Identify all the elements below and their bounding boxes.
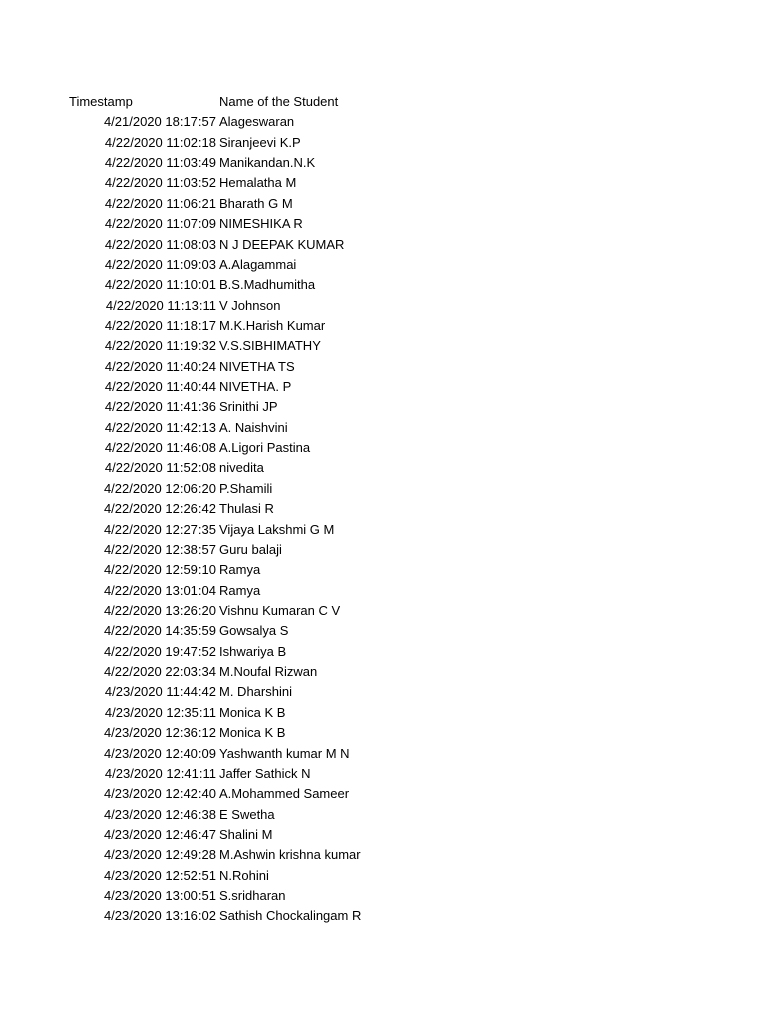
timestamp-cell: 4/22/2020 11:18:17 [104, 317, 216, 333]
timestamp-cell: 4/22/2020 11:40:24 [104, 358, 216, 374]
timestamp-cell: 4/23/2020 12:42:40 [103, 786, 216, 802]
table-row [0, 906, 768, 926]
table-row [0, 275, 768, 295]
timestamp-cell: 4/23/2020 13:16:02 [103, 908, 216, 924]
table-row [0, 540, 768, 560]
timestamp-cell: 4/22/2020 22:03:34 [103, 664, 216, 680]
table-row [0, 479, 768, 499]
table-row [0, 886, 768, 906]
timestamp-cell: 4/22/2020 11:10:01 [104, 277, 216, 293]
student-name-cell: Ramya [219, 582, 261, 598]
student-name-cell: NIVETHA. P [219, 379, 292, 395]
timestamp-cell: 4/22/2020 11:03:52 [104, 175, 216, 191]
data-rows [0, 112, 768, 926]
timestamp-cell: 4/23/2020 12:52:51 [103, 867, 216, 883]
student-name-cell: nivedita [219, 460, 264, 476]
student-name-cell: A.Mohammed Sameer [219, 786, 350, 802]
student-name-cell: N.Rohini [219, 867, 269, 883]
timestamp-cell: 4/22/2020 12:38:57 [103, 541, 216, 557]
table-row [0, 194, 768, 214]
table-row [0, 438, 768, 458]
timestamp-cell: 4/22/2020 11:40:44 [104, 379, 216, 395]
student-name-cell: P.Shamili [219, 480, 273, 496]
table-row [0, 744, 768, 764]
student-name-cell: B.S.Madhumitha [219, 277, 316, 293]
spreadsheet-page [0, 92, 768, 927]
timestamp-cell: 4/23/2020 12:36:12 [103, 725, 216, 741]
student-name-cell: Ramya [219, 562, 261, 578]
table-row [0, 621, 768, 641]
timestamp-cell: 4/23/2020 12:46:38 [103, 806, 216, 822]
timestamp-cell: 4/22/2020 12:59:10 [103, 562, 216, 578]
student-name-cell: Manikandan.N.K [219, 155, 316, 171]
timestamp-cell: 4/22/2020 11:02:18 [104, 134, 216, 150]
table-row [0, 805, 768, 825]
table-row [0, 173, 768, 193]
student-name-cell: Hemalatha M [219, 175, 297, 191]
student-name-cell: E Swetha [219, 806, 275, 822]
student-name-cell: A. Naishvini [219, 419, 288, 435]
header-row [0, 92, 768, 112]
timestamp-cell: 4/22/2020 11:41:36 [104, 399, 216, 415]
student-name-cell: N J DEEPAK KUMAR [219, 236, 345, 252]
table-row [0, 560, 768, 580]
student-name-cell: Monica K B [219, 704, 286, 720]
student-name-cell: M.Noufal Rizwan [219, 664, 318, 680]
timestamp-cell: 4/22/2020 12:26:42 [103, 501, 216, 517]
student-name-cell: V Johnson [219, 297, 281, 313]
student-name-cell: Monica K B [219, 725, 286, 741]
table-row [0, 112, 768, 132]
timestamp-cell: 4/23/2020 12:46:47 [103, 826, 216, 842]
table-row [0, 235, 768, 255]
timestamp-cell: 4/22/2020 11:46:08 [104, 440, 216, 456]
timestamp-cell: 4/23/2020 12:40:09 [103, 745, 216, 761]
student-name-cell: Ishwariya B [219, 643, 287, 659]
timestamp-cell: 4/23/2020 12:49:28 [103, 847, 216, 863]
table-row [0, 825, 768, 845]
table-row [0, 662, 768, 682]
timestamp-cell: 4/22/2020 11:03:49 [104, 155, 216, 171]
table-row [0, 642, 768, 662]
timestamp-cell: 4/22/2020 11:06:21 [104, 195, 216, 211]
student-name-cell: M.K.Harish Kumar [219, 317, 326, 333]
student-name-cell: Jaffer Sathick N [219, 765, 311, 781]
table-row [0, 255, 768, 275]
timestamp-column-header: Timestamp [69, 94, 133, 109]
timestamp-cell: 4/22/2020 11:08:03 [104, 236, 216, 252]
student-name-cell: Sathish Chockalingam R [219, 908, 362, 924]
table-row [0, 845, 768, 865]
table-row [0, 153, 768, 173]
student-name-cell: Yashwanth kumar M N [219, 745, 350, 761]
timestamp-cell: 4/22/2020 11:09:03 [104, 256, 216, 272]
timestamp-cell: 4/22/2020 11:19:32 [104, 338, 216, 354]
table-row [0, 296, 768, 316]
timestamp-cell: 4/23/2020 12:35:11 [104, 704, 216, 720]
timestamp-cell: 4/22/2020 12:27:35 [103, 521, 216, 537]
timestamp-cell: 4/22/2020 14:35:59 [103, 623, 216, 639]
student-name-cell: M.Ashwin krishna kumar [219, 847, 361, 863]
student-name-cell: Alageswaran [219, 114, 295, 130]
timestamp-cell: 4/21/2020 18:17:57 [103, 114, 216, 130]
table-row [0, 866, 768, 886]
timestamp-cell: 4/22/2020 19:47:52 [103, 643, 216, 659]
student-name-cell: Gowsalya S [219, 623, 289, 639]
name-column-header: Name of the Student [219, 94, 339, 109]
student-name-cell: NIVETHA TS [219, 358, 295, 374]
table-row [0, 377, 768, 397]
student-name-cell: Siranjeevi K.P [219, 134, 301, 150]
table-row [0, 418, 768, 438]
student-name-cell: Srinithi JP [219, 399, 278, 415]
student-name-cell: Vijaya Lakshmi G M [219, 521, 335, 537]
student-name-cell: Thulasi R [219, 501, 274, 517]
student-name-cell: A.Ligori Pastina [219, 440, 311, 456]
table-row [0, 703, 768, 723]
table-row [0, 316, 768, 336]
timestamp-cell: 4/22/2020 11:13:11 [105, 297, 216, 313]
table-row [0, 214, 768, 234]
timestamp-cell: 4/22/2020 11:42:13 [104, 419, 216, 435]
timestamp-cell: 4/23/2020 11:44:42 [104, 684, 216, 700]
table-row [0, 723, 768, 743]
timestamp-cell: 4/22/2020 12:06:20 [103, 480, 216, 496]
student-name-cell: Guru balaji [219, 541, 282, 557]
student-name-cell: V.S.SIBHIMATHY [219, 338, 321, 354]
table-row [0, 336, 768, 356]
table-row [0, 520, 768, 540]
student-name-cell: Shalini M [219, 826, 273, 842]
student-name-cell: M. Dharshini [219, 684, 292, 700]
timestamp-cell: 4/22/2020 11:52:08 [104, 460, 216, 476]
timestamp-cell: 4/22/2020 13:26:20 [103, 602, 216, 618]
timestamp-cell: 4/22/2020 13:01:04 [103, 582, 216, 598]
student-name-cell: S.sridharan [219, 888, 286, 904]
student-name-cell: Bharath G M [219, 195, 293, 211]
timestamp-cell: 4/22/2020 11:07:09 [104, 216, 216, 232]
table-row [0, 581, 768, 601]
table-row [0, 357, 768, 377]
student-name-cell: A.Alagammai [219, 256, 297, 272]
table-row [0, 601, 768, 621]
table-row [0, 764, 768, 784]
table-row [0, 784, 768, 804]
student-name-cell: NIMESHIKA R [219, 216, 303, 232]
table-row [0, 397, 768, 417]
table-row [0, 682, 768, 702]
table-row [0, 458, 768, 478]
table-row [0, 133, 768, 153]
timestamp-cell: 4/23/2020 13:00:51 [103, 888, 216, 904]
timestamp-cell: 4/23/2020 12:41:11 [104, 765, 216, 781]
student-name-cell: Vishnu Kumaran C V [219, 602, 341, 618]
table-row [0, 499, 768, 519]
